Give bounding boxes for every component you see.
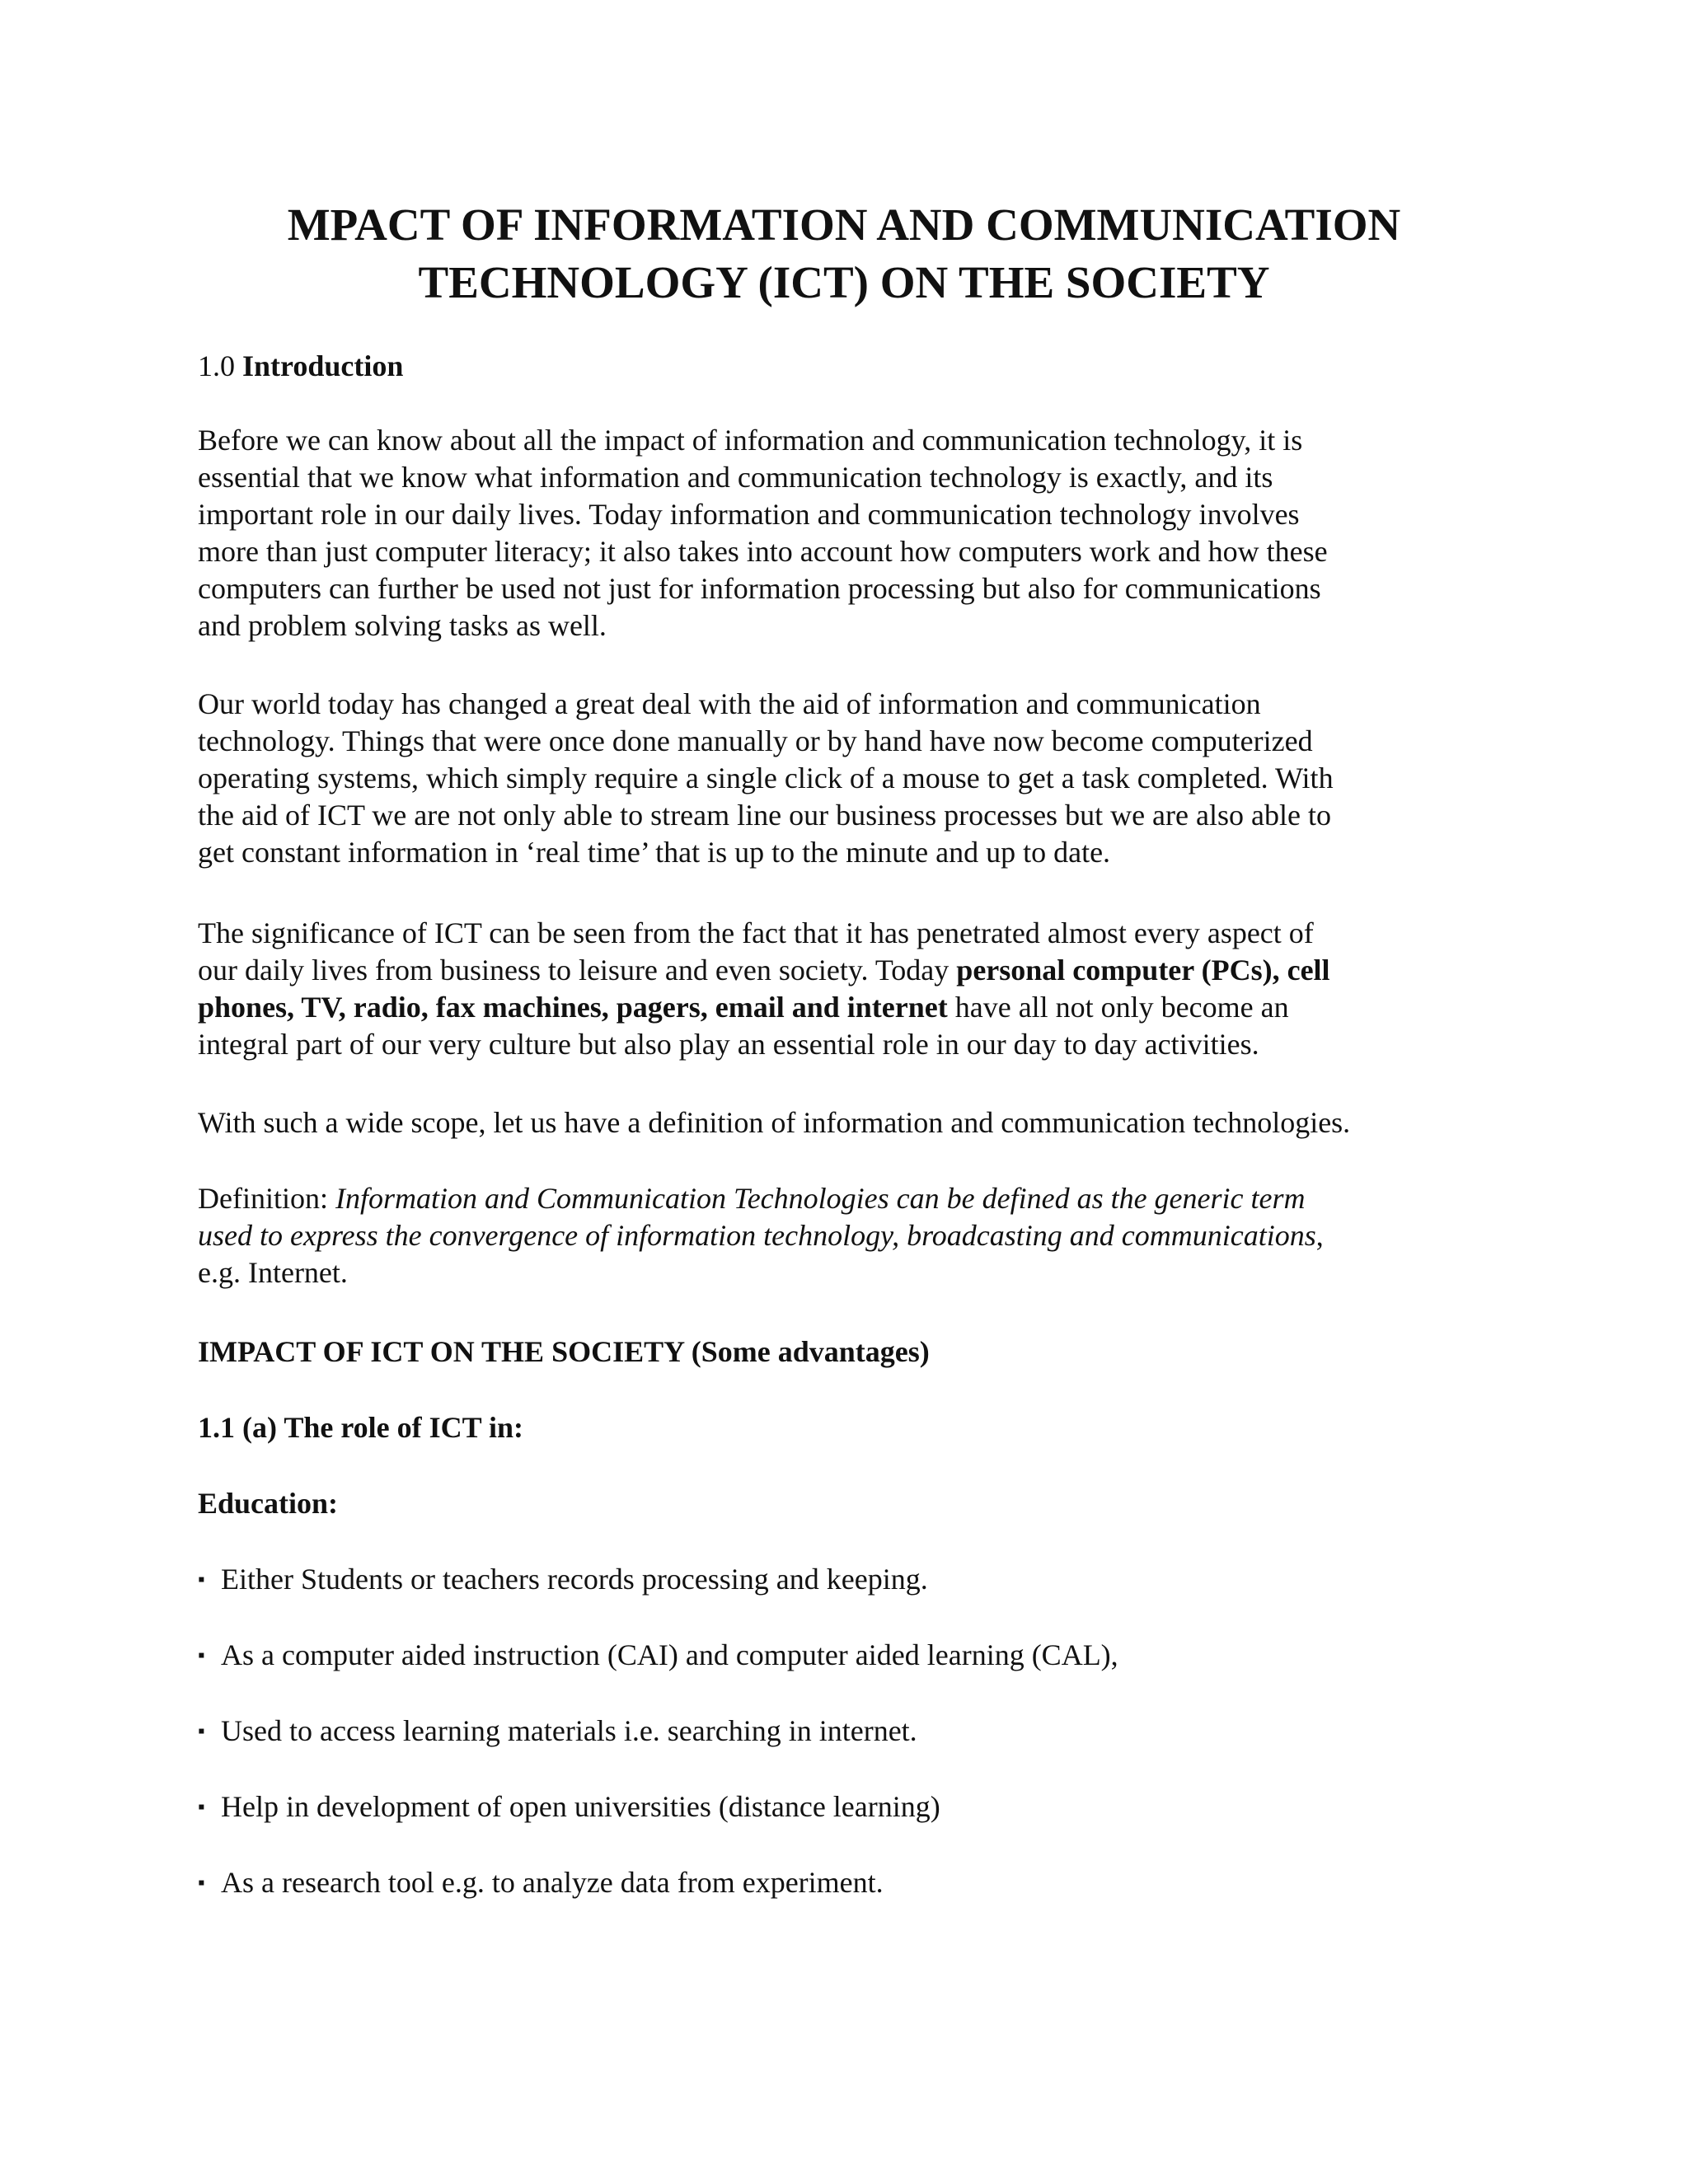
title-line-2: TECHNOLOGY (ICT) ON THE SOCIETY — [418, 257, 1270, 307]
paragraph-3-line-3-bold: phones, TV, radio, fax machines, pagers, email and internet — [198, 991, 948, 1024]
intro-number: 1.0 — [198, 349, 235, 382]
definition-line-1 — [198, 1180, 1550, 1217]
paragraph-3-line-3 — [198, 989, 1550, 1026]
bullet-icon: ▪ — [198, 1645, 205, 1666]
paragraph-1-line: essential that we know what information and communication technology is exactly, and its — [198, 461, 1273, 494]
list-item — [198, 1788, 940, 1826]
paragraph-2-line: operating systems, which simply require a single click of a mouse to get a task completed. With — [198, 762, 1334, 794]
paragraph-2 — [198, 686, 1550, 871]
paragraph-2-line: get constant information in ‘real time’ that is up to the minute and up to date. — [198, 836, 1111, 869]
definition-text-1: Information and Communication Technologies can be defined as the generic term — [335, 1182, 1306, 1215]
role-heading — [198, 1409, 523, 1446]
paragraph-1-line: and problem solving tasks as well. — [198, 609, 607, 642]
paragraph-1-line: Before we can know about all the impact of information and communication technology, it is — [198, 424, 1303, 457]
paragraph-2-line: Our world today has changed a great deal with the aid of information and communication — [198, 687, 1261, 720]
paragraph-3-line-3-plain: have all not only become an — [947, 991, 1289, 1024]
definition-paragraph — [198, 1180, 1550, 1291]
education-heading — [198, 1485, 338, 1522]
document-title — [165, 196, 1523, 312]
list-item — [198, 1713, 917, 1750]
list-item-text: Used to access learning materials i.e. searching in internet. — [221, 1714, 917, 1747]
paragraph-4 — [198, 1104, 1550, 1141]
paragraph-1-line: computers can further be used not just for information processing but also for communications — [198, 572, 1321, 605]
paragraph-2-line: the aid of ICT we are not only able to stream line our business processes but we are also able to — [198, 799, 1331, 832]
paragraph-3-line-4: integral part of our very culture but also play an essential role in our day to day activities. — [198, 1028, 1259, 1061]
list-item — [198, 1637, 1118, 1675]
list-item-text: Help in development of open universities (distance learning) — [221, 1790, 940, 1823]
definition-label: Definition: — [198, 1182, 335, 1215]
title-line-1: MPACT OF INFORMATION AND COMMUNICATION — [287, 199, 1401, 250]
paragraph-1 — [198, 422, 1550, 644]
intro-heading-text: Introduction — [242, 349, 404, 382]
paragraph-4-line: With such a wide scope, let us have a definition of information and communication technologies. — [198, 1106, 1351, 1139]
impact-heading — [198, 1333, 930, 1371]
paragraph-2-line: technology. Things that were once done manually or by hand have now become computerized — [198, 724, 1313, 757]
bullet-icon: ▪ — [198, 1872, 205, 1894]
paragraph-1-line: more than just computer literacy; it also takes into account how computers work and how these — [198, 535, 1328, 568]
list-item-text: As a research tool e.g. to analyze data from experiment. — [221, 1866, 884, 1899]
list-item — [198, 1864, 884, 1902]
definition-line-2 — [198, 1217, 1550, 1254]
paragraph-3-line-2-bold: personal computer (PCs), cell — [956, 954, 1330, 987]
list-item-text: Either Students or teachers records processing and keeping. — [221, 1563, 928, 1596]
definition-line-3: e.g. Internet. — [198, 1256, 348, 1289]
list-item — [198, 1561, 928, 1599]
paragraph-3-line-2 — [198, 952, 1550, 989]
list-item-text: As a computer aided instruction (CAI) and computer aided learning (CAL), — [221, 1638, 1118, 1671]
intro-heading — [198, 348, 403, 385]
paragraph-3-line-2-plain: our daily lives from business to leisure and even society. Today — [198, 954, 957, 987]
bullet-icon: ▪ — [198, 1569, 205, 1591]
definition-comma: , — [1315, 1219, 1324, 1252]
education-heading-text: Education: — [198, 1487, 339, 1520]
definition-text-2: used to express the convergence of information technology, broadcasting and communications — [198, 1219, 1316, 1252]
bullet-icon: ▪ — [198, 1721, 205, 1742]
bullet-icon: ▪ — [198, 1797, 205, 1818]
role-heading-text: 1.1 (a) The role of ICT in: — [198, 1411, 524, 1444]
paragraph-1-line: important role in our daily lives. Today information and communication technology involves — [198, 498, 1300, 531]
paragraph-3 — [198, 915, 1550, 1063]
impact-heading-text: IMPACT OF ICT ON THE SOCIETY (Some advantages) — [198, 1335, 930, 1368]
paragraph-3-line-1: The significance of ICT can be seen from the fact that it has penetrated almost every aspect of — [198, 916, 1314, 949]
